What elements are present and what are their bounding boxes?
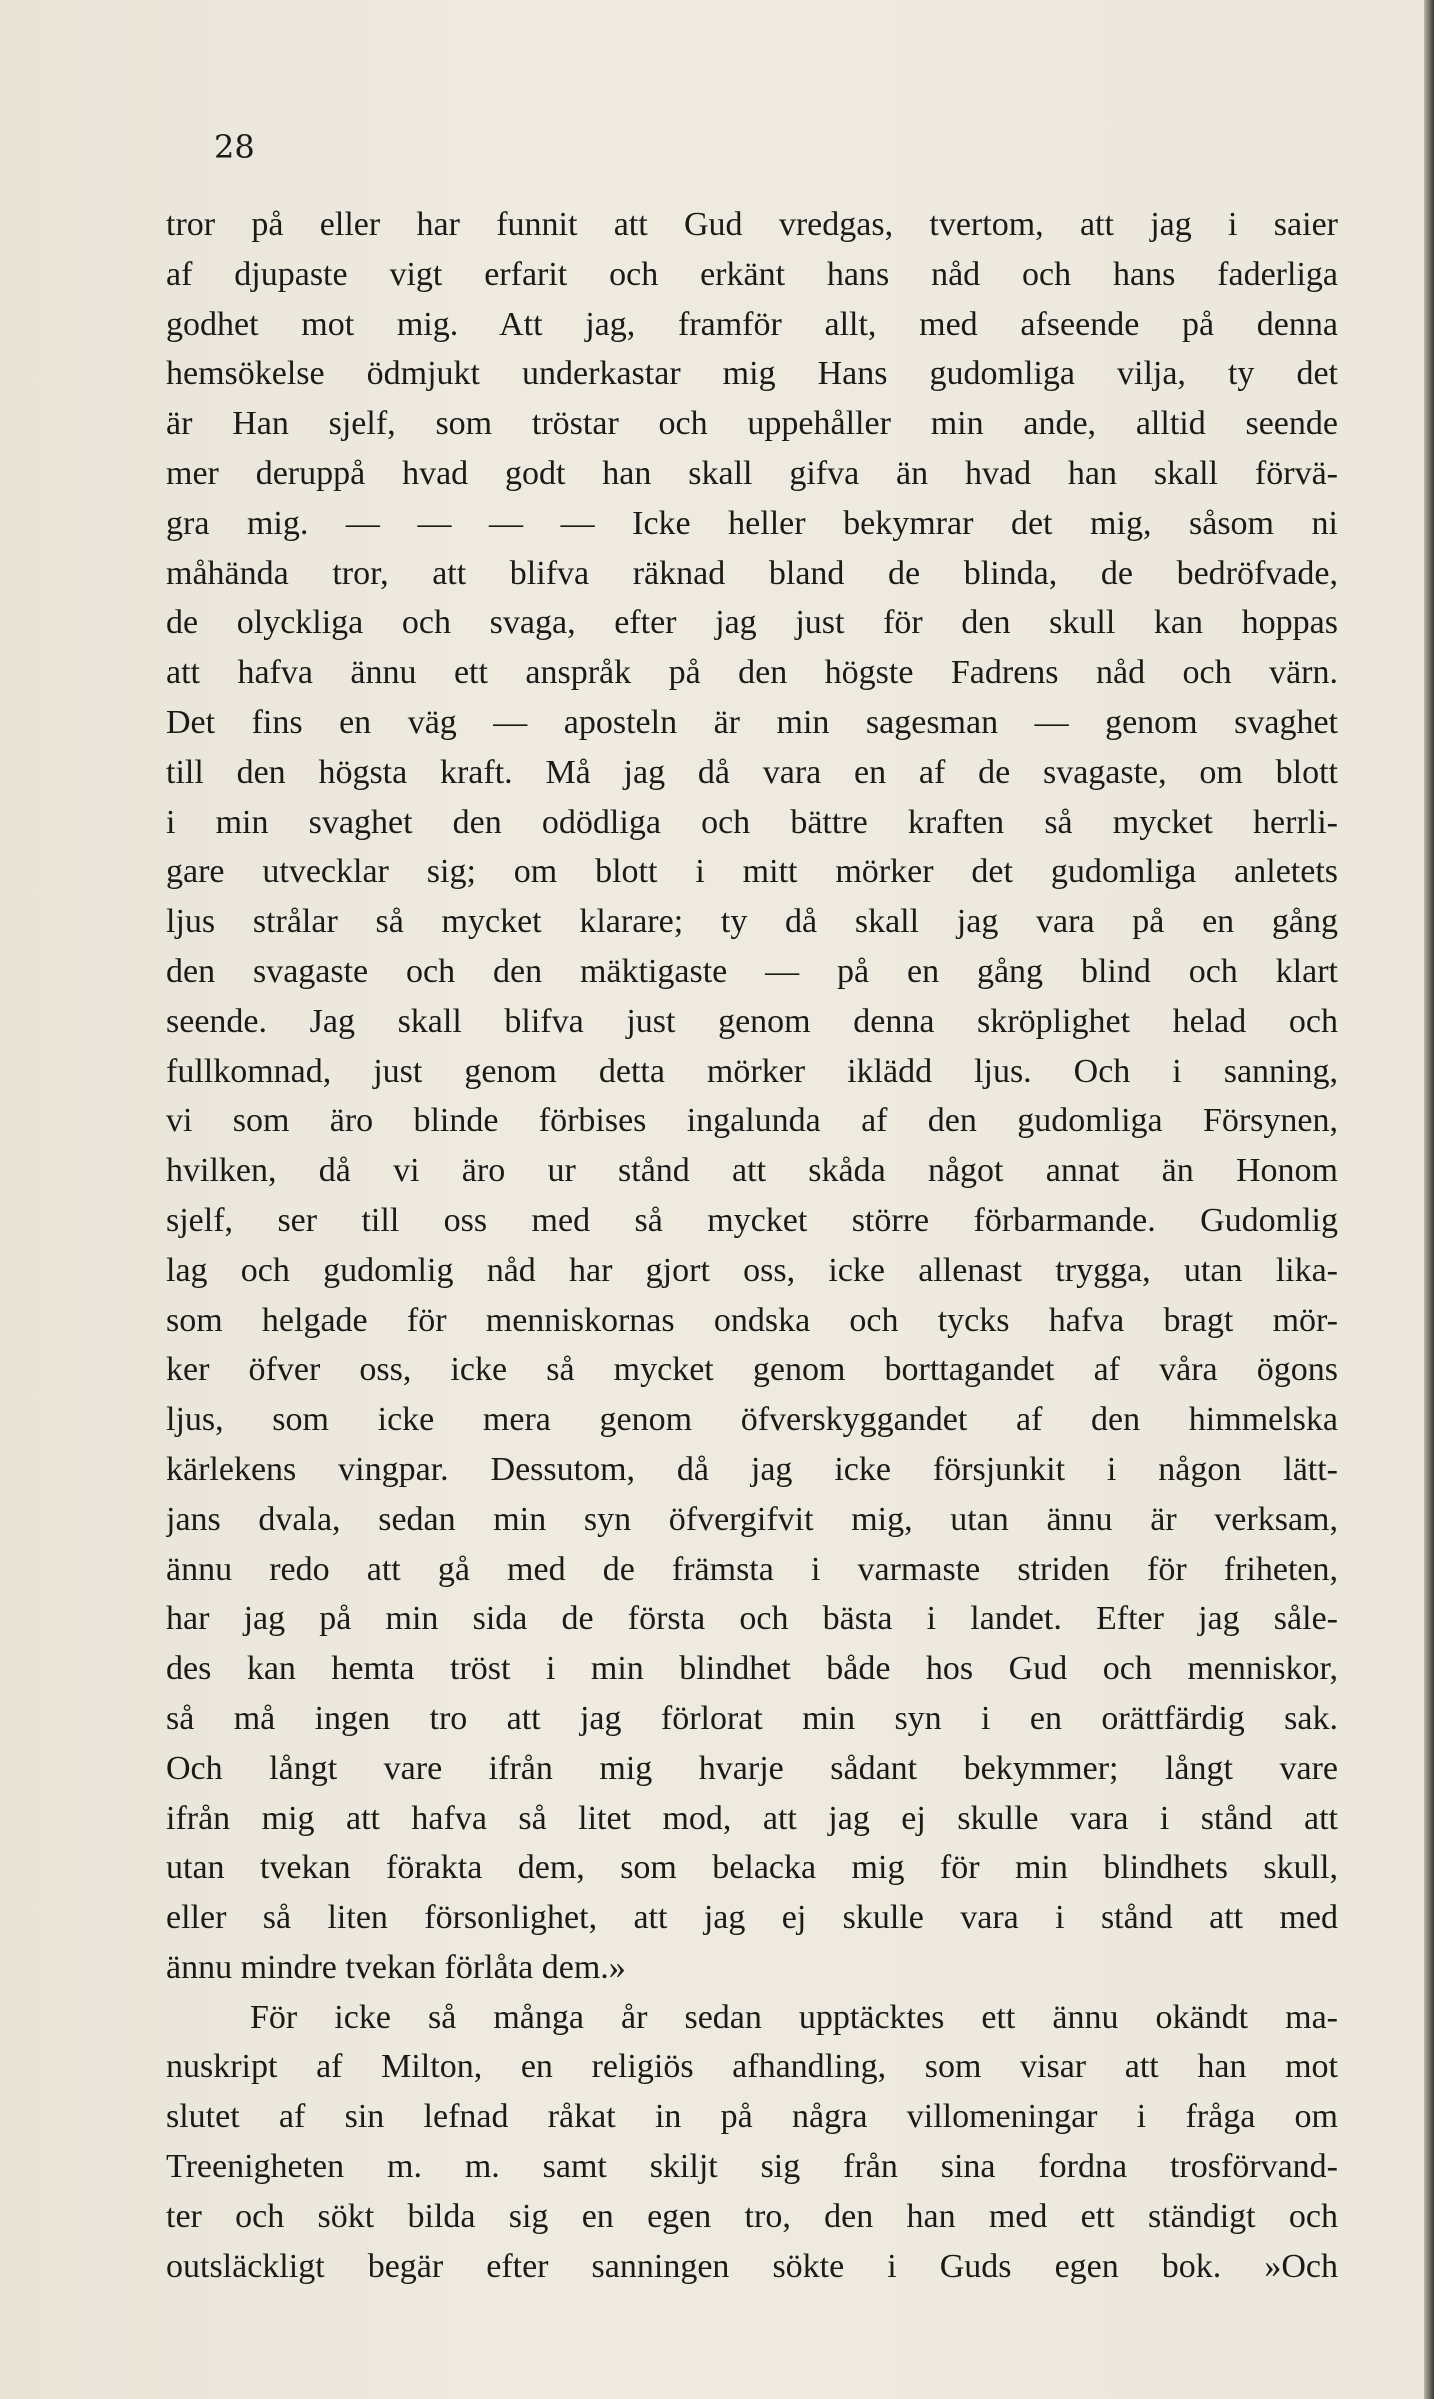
text-line: Och långt vare ifrån mig hvarje sådant bekymmer; långt vare	[166, 1749, 1338, 1787]
text-line: Treenigheten m. m. samt skiljt sig från sina fordna trosförvand-	[166, 2148, 1338, 2186]
text-line: i min svaghet den odödliga och bättre kraften så mycket herrli-	[166, 803, 1338, 841]
text-line: vi som äro blinde förbises ingalunda af den gudomliga Försynen,	[166, 1102, 1338, 1140]
text-line: gra mig. — — — — Icke heller bekymrar det mig, såsom ni	[166, 504, 1338, 542]
text-line: tror på eller har funnit att Gud vredgas, tvertom, att jag i saier	[166, 206, 1338, 243]
text-line: godhet mot mig. Att jag, framför allt, med afseende på denna	[166, 305, 1338, 343]
text-line: ter och sökt bilda sig en egen tro, den han med ett ständigt och	[166, 2197, 1338, 2235]
text-line: ljus strålar så mycket klarare; ty då skall jag vara på en gång	[166, 903, 1338, 941]
text-line: måhända tror, att blifva räknad bland de blinda, de bedröfvade,	[166, 554, 1338, 592]
text-line: des kan hemta tröst i min blindhet både hos Gud och menniskor,	[166, 1650, 1338, 1688]
text-line: ännu mindre tvekan förlåta dem.»	[166, 1948, 626, 1986]
page-edge-shadow	[1424, 0, 1434, 2399]
text-line: af djupaste vigt erfarit och erkänt hans nåd och hans faderliga	[166, 255, 1338, 293]
text-line: utan tvekan förakta dem, som belacka mig för min blindhets skull,	[166, 1849, 1338, 1887]
text-line: nuskript af Milton, en religiös afhandling, som visar att han mot	[166, 2048, 1338, 2086]
text-line: till den högsta kraft. Må jag då vara en af de svagaste, om blott	[166, 753, 1338, 791]
text-line: ljus, som icke mera genom öfverskyggandet af den himmelska	[166, 1401, 1338, 1439]
text-line: ännu redo att gå med de främsta i varmaste striden för friheten,	[166, 1550, 1338, 1588]
text-line: eller så liten försonlighet, att jag ej skulle vara i stånd att med	[166, 1899, 1338, 1937]
text-line: gare utvecklar sig; om blott i mitt mörker det gudomliga anletets	[166, 853, 1338, 891]
text-line: att hafva ännu ett anspråk på den högste Fadrens nåd och värn.	[166, 654, 1338, 692]
body-text	[166, 200, 1338, 2291]
text-line: mer deruppå hvad godt han skall gifva än hvad han skall förvä-	[166, 454, 1338, 492]
text-line: som helgade för menniskornas ondska och tycks hafva bragt mör-	[166, 1301, 1338, 1339]
text-line: de olyckliga och svaga, efter jag just för den skull kan hoppas	[166, 604, 1338, 642]
text-line: hemsökelse ödmjukt underkastar mig Hans gudomliga vilja, ty det	[166, 355, 1338, 393]
text-line: Det fins en väg — aposteln är min sagesman — genom svaghet	[166, 703, 1338, 741]
text-line: slutet af sin lefnad råkat in på några villomeningar i fråga om	[166, 2098, 1338, 2136]
text-line: hvilken, då vi äro ur stånd att skåda något annat än Honom	[166, 1152, 1338, 1190]
text-line: lag och gudomlig nåd har gjort oss, icke allenast trygga, utan lika-	[166, 1251, 1338, 1289]
text-line: den svagaste och den mäktigaste — på en gång blind och klart	[166, 952, 1338, 990]
text-line: är Han sjelf, som tröstar och uppehåller min ande, alltid seende	[166, 405, 1338, 443]
text-line: så må ingen tro att jag förlorat min syn i en orättfärdig sak.	[166, 1699, 1338, 1737]
text-line: seende. Jag skall blifva just genom denna skröplighet helad och	[166, 1002, 1338, 1040]
text-line: ifrån mig att hafva så litet mod, att jag ej skulle vara i stånd att	[166, 1799, 1338, 1837]
text-line: kärlekens vingpar. Dessutom, då jag icke försjunkit i någon lätt-	[166, 1450, 1338, 1488]
text-line: För icke så många år sedan upptäcktes ett ännu okändt ma-	[250, 1998, 1338, 2036]
text-line: jans dvala, sedan min syn öfvergifvit mig, utan ännu är verksam,	[166, 1500, 1338, 1538]
text-line: har jag på min sida de första och bästa i landet. Efter jag såle-	[166, 1600, 1338, 1638]
text-line: fullkomnad, just genom detta mörker iklädd ljus. Och i sanning,	[166, 1052, 1338, 1090]
text-line: outsläckligt begär efter sanningen sökte i Guds egen bok. »Och	[166, 2247, 1338, 2285]
page-number: 28	[214, 128, 255, 166]
text-line: sjelf, ser till oss med så mycket större förbarmande. Gudomlig	[166, 1201, 1338, 1239]
text-line: ker öfver oss, icke så mycket genom borttagandet af våra ögons	[166, 1351, 1338, 1389]
